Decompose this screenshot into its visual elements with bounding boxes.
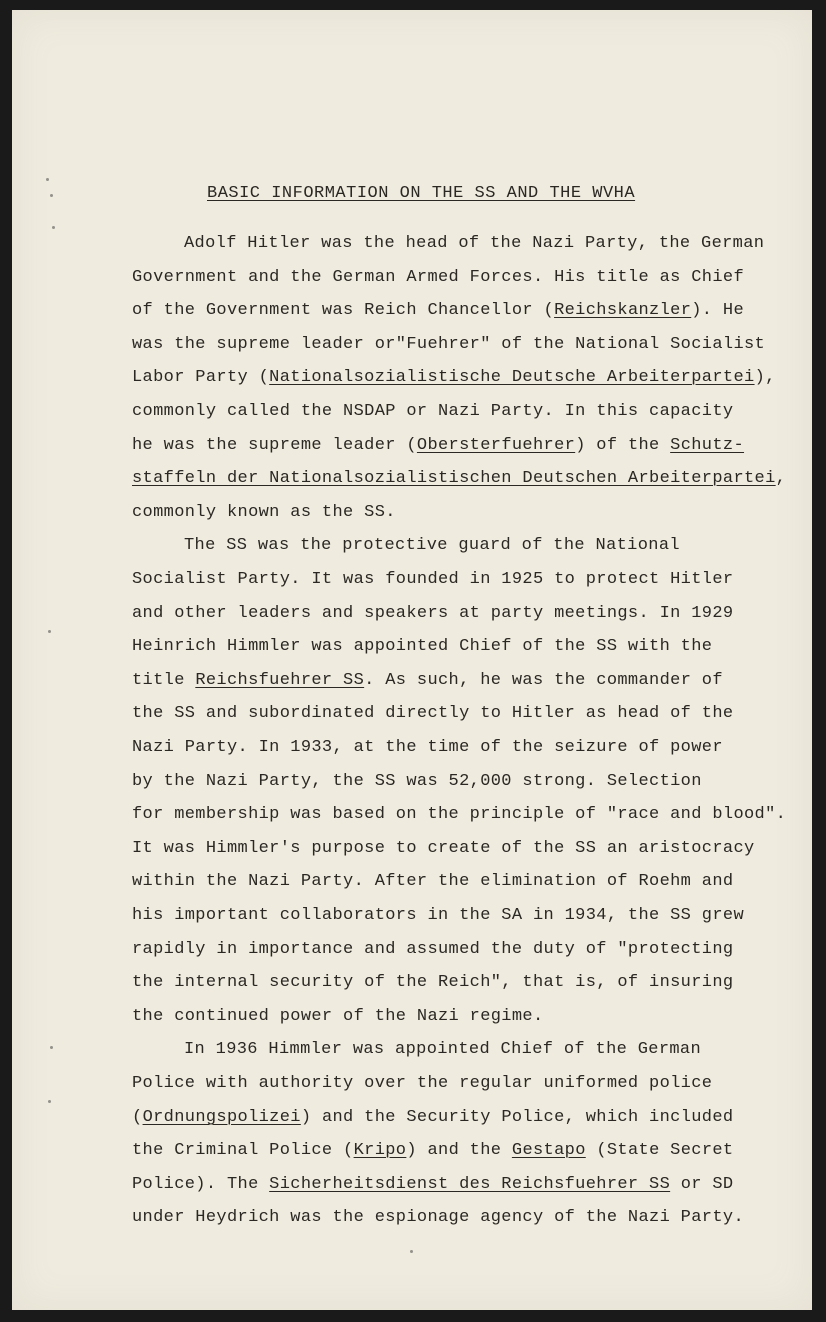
line-text: under Heydrich was the espionage agency of the Nazi Party. xyxy=(132,1208,744,1227)
line-text: . As such, he was the commander of xyxy=(364,671,723,690)
line-text: Socialist Party. It was founded in 1925 to protect Hitler xyxy=(132,570,734,589)
paper-speck xyxy=(48,630,51,633)
body-line xyxy=(184,234,764,254)
body-line xyxy=(132,671,723,691)
underlined-term: Obersterfuehrer xyxy=(416,436,576,455)
document-page xyxy=(12,10,812,1310)
line-text: by the Nazi Party, the SS was 52,000 strong. Selection xyxy=(132,772,702,791)
body-line xyxy=(132,335,765,355)
line-text: or SD xyxy=(670,1175,734,1194)
paper-speck xyxy=(410,1250,413,1253)
body-line xyxy=(132,1175,733,1195)
body-line xyxy=(132,368,776,388)
paper-speck xyxy=(50,194,53,197)
body-line xyxy=(132,906,744,926)
body-line xyxy=(132,570,733,590)
body-line xyxy=(132,973,733,993)
line-text: for membership was based on the principle of "race and blood". xyxy=(132,805,787,824)
body-line xyxy=(132,1074,712,1094)
line-text: the Criminal Police ( xyxy=(132,1141,354,1160)
line-text: commonly known as the SS. xyxy=(132,503,396,522)
body-line xyxy=(132,301,744,321)
line-text: It was Himmler's purpose to create of the SS an aristocracy xyxy=(132,839,755,858)
line-text: rapidly in importance and assumed the duty of "protecting xyxy=(132,940,734,959)
body-line xyxy=(132,1007,544,1027)
line-text: In 1936 Himmler was appointed Chief of the German xyxy=(184,1040,702,1059)
line-text: his important collaborators in the SA in 1934, the SS grew xyxy=(132,906,744,925)
body-line xyxy=(184,1040,701,1060)
underlined-term: Schutz- xyxy=(670,436,745,455)
line-text: Police). The xyxy=(132,1175,270,1194)
document-title: BASIC INFORMATION ON THE SS AND THE WVHA xyxy=(207,184,636,203)
line-text: , xyxy=(775,469,787,488)
body-line xyxy=(132,1141,734,1161)
underlined-term: Ordnungspolizei xyxy=(142,1108,301,1127)
line-text: ), xyxy=(754,368,776,387)
line-text: he was the supreme leader ( xyxy=(132,436,417,455)
line-text: the internal security of the Reich", that is, of insuring xyxy=(132,973,734,992)
line-text: commonly called the NSDAP or Nazi Party. In this capacity xyxy=(132,402,734,421)
line-text: the SS and subordinated directly to Hitler as head of the xyxy=(132,704,734,723)
line-text: within the Nazi Party. After the elimination of Roehm and xyxy=(132,872,734,891)
paper-speck xyxy=(52,226,55,229)
body-line xyxy=(132,1208,744,1228)
body-line xyxy=(132,604,733,624)
body-line xyxy=(132,839,755,859)
underlined-term: Sicherheitsdienst des Reichsfuehrer SS xyxy=(269,1175,671,1194)
line-text: ) and the xyxy=(406,1141,512,1160)
body-line xyxy=(132,805,786,825)
body-line xyxy=(132,402,733,422)
body-line xyxy=(132,738,723,758)
line-text: was the supreme leader or"Fuehrer" of the National Socialist xyxy=(132,335,766,354)
line-text: the continued power of the Nazi regime. xyxy=(132,1007,544,1026)
line-text: title xyxy=(132,671,196,690)
line-text: ) and the Security Police, which included xyxy=(300,1108,734,1127)
line-text: ) of the xyxy=(575,436,671,455)
line-text: Nazi Party. In 1933, at the time of the seizure of power xyxy=(132,738,723,757)
underlined-term: Kripo xyxy=(353,1141,407,1160)
body-line xyxy=(132,1108,733,1128)
line-text: and other leaders and speakers at party meetings. In 1929 xyxy=(132,604,734,623)
line-text: Labor Party ( xyxy=(132,368,270,387)
underlined-term: staffeln der Nationalsozialistischen Deutschen Arbeiterpartei xyxy=(132,469,776,488)
body-line xyxy=(132,872,733,892)
paper-speck xyxy=(46,178,49,181)
body-line xyxy=(132,469,786,489)
paper-speck xyxy=(48,1100,51,1103)
paper-speck xyxy=(50,1046,53,1049)
line-text: Heinrich Himmler was appointed Chief of the SS with the xyxy=(132,637,713,656)
underlined-term: Reichskanzler xyxy=(554,301,692,320)
line-text: The SS was the protective guard of the National xyxy=(184,536,680,555)
underlined-term: Gestapo xyxy=(511,1141,586,1160)
body-line xyxy=(132,503,396,523)
underlined-term: Nationalsozialistische Deutsche Arbeiterpartei xyxy=(269,368,755,387)
body-line xyxy=(184,536,680,556)
underlined-term: Reichsfuehrer SS xyxy=(195,671,365,690)
body-line xyxy=(132,940,733,960)
body-line xyxy=(132,436,744,456)
line-text: of the Government was Reich Chancellor ( xyxy=(132,301,555,320)
line-text: Adolf Hitler was the head of the Nazi Party, the German xyxy=(184,234,765,253)
body-line xyxy=(132,637,712,657)
line-text: Government and the German Armed Forces. His title as Chief xyxy=(132,268,744,287)
body-line xyxy=(132,704,733,724)
body-line xyxy=(132,772,702,792)
body-line xyxy=(132,268,744,288)
line-text: Police with authority over the regular uniformed police xyxy=(132,1074,713,1093)
line-text: ). He xyxy=(691,301,745,320)
line-text: ( xyxy=(132,1108,143,1127)
line-text: (State Secret xyxy=(585,1141,734,1160)
